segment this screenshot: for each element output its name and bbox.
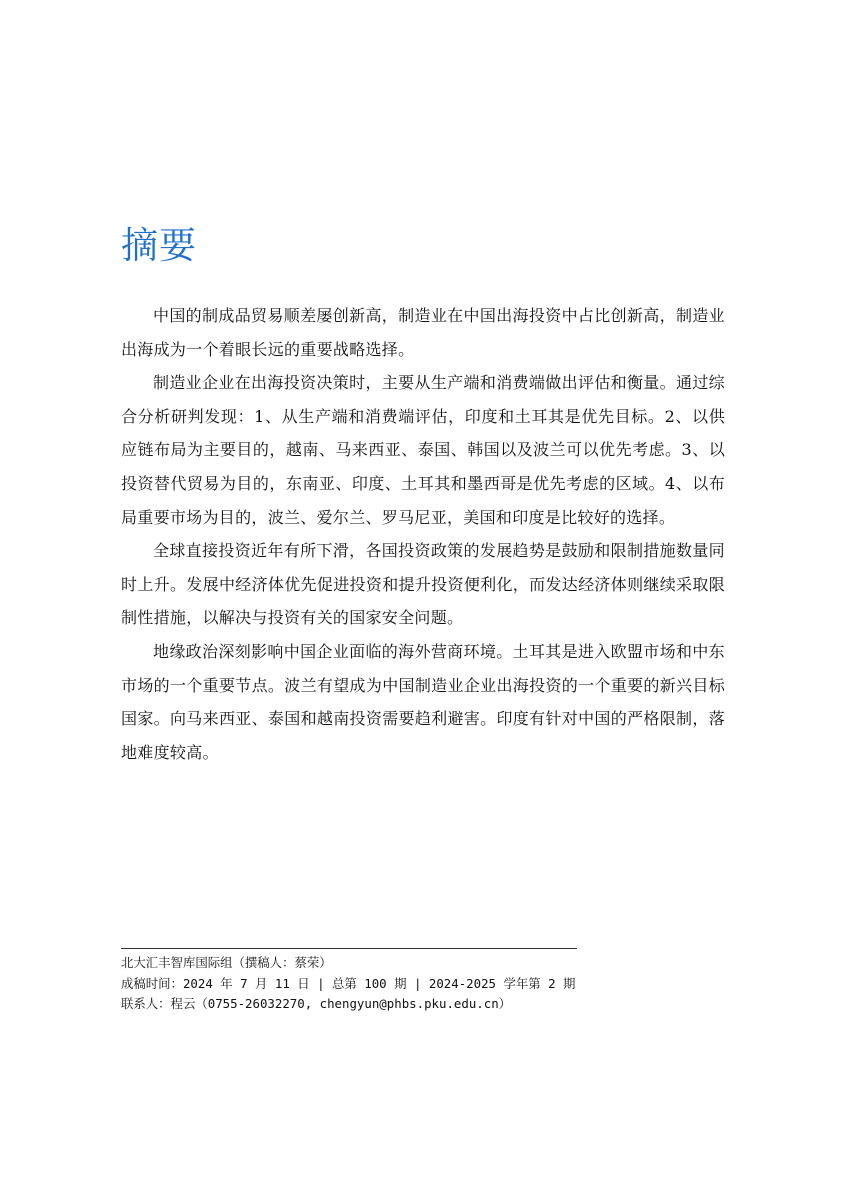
footer-author: 北大汇丰智库国际组（撰稿人：蔡荣）	[121, 955, 332, 970]
abstract-paragraph-2: 制造业企业在出海投资决策时，主要从生产端和消费端做出评估和衡量。通过综合分析研判发现：1、从生产端和消费端评估，印度和土耳其是优先目标。2、以供应链布局为主要目的，越南、马来西亚、泰国、韩国以及波兰可以优先考虑。3、以投资替代贸易为目的，东南亚、印度、土耳其和墨西哥是优先考虑的区域。4、以布局重要市场为目的，波兰、爱尔兰、罗马尼亚，美国和印度是比较好的选择。	[121, 373, 725, 527]
report-footer	[121, 948, 577, 1015]
abstract-paragraph-1: 中国的制成品贸易顺差屡创新高，制造业在中国出海投资中占比创新高，制造业出海成为一个着眼长远的重要战略选择。	[121, 306, 725, 359]
abstract-paragraph-4: 地缘政治深刻影响中国企业面临的海外营商环境。土耳其是进入欧盟市场和中东市场的一个重要节点。波兰有望成为中国制造业企业出海投资的一个重要的新兴目标国家。向马来西亚、泰国和越南投资需要趋利避害。印度有针对中国的严格限制，落地难度较高。	[121, 641, 725, 762]
footer-date-issue: 成稿时间：2024 年 7 月 11 日 | 总第 100 期 | 2024-2025 学年第 2 期	[121, 975, 576, 991]
abstract-title: 摘要	[121, 224, 197, 267]
footer-contact: 联系人：程云（0755-26032270, chengyun@phbs.pku.edu.cn）	[121, 996, 512, 1011]
abstract-body	[121, 299, 725, 769]
abstract-paragraph-3: 全球直接投资近年有所下滑，各国投资政策的发展趋势是鼓励和限制措施数量同时上升。发展中经济体优先促进投资和提升投资便利化，而发达经济体则继续采取限制性措施，以解决与投资有关的国家安全问题。	[121, 541, 725, 628]
